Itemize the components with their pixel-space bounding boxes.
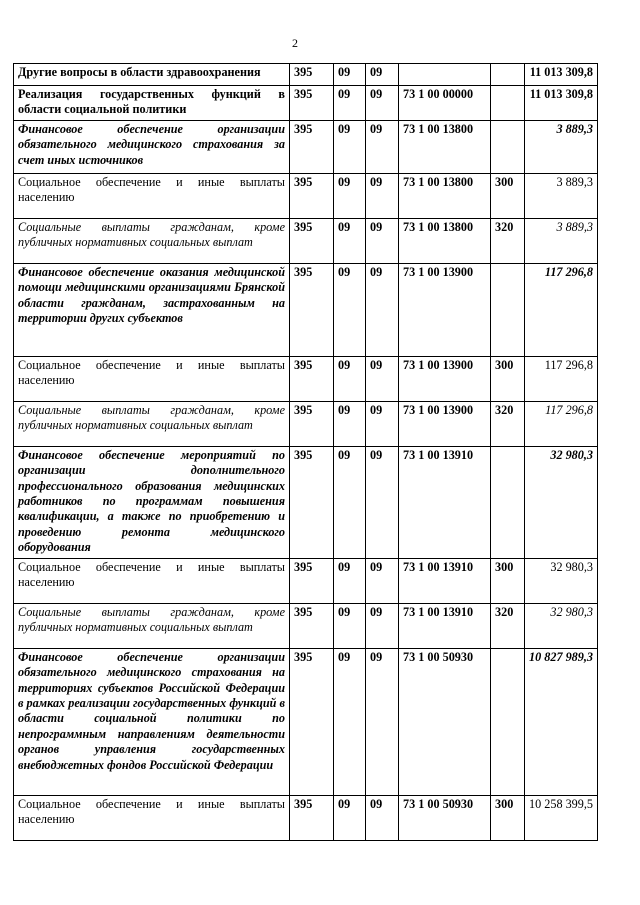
- subsection-code: 09: [366, 603, 399, 648]
- subsection-code: 09: [366, 356, 399, 401]
- section-code: 09: [334, 648, 366, 795]
- table-row: [14, 173, 598, 218]
- ministry-code: 395: [290, 603, 334, 648]
- section-code: 09: [334, 218, 366, 263]
- amount-value: 117 296,8: [525, 356, 598, 401]
- ministry-code: 395: [290, 263, 334, 356]
- expense-type-code: [491, 64, 525, 86]
- page-number: 2: [292, 36, 298, 50]
- row-description: Социальные выплаты гражданам, кроме публичных нормативных социальных выплат: [14, 603, 290, 648]
- row-description: Социальное обеспечение и иные выплаты населению: [14, 558, 290, 603]
- expense-type-code: 300: [491, 558, 525, 603]
- ministry-code: 395: [290, 64, 334, 86]
- section-code: 09: [334, 173, 366, 218]
- target-article-code: [399, 64, 491, 86]
- ministry-code: 395: [290, 558, 334, 603]
- expense-type-code: [491, 648, 525, 795]
- target-article-code: 73 1 00 00000: [399, 86, 491, 121]
- amount-value: 11 013 309,8: [525, 86, 598, 121]
- row-description: Реализация государственных функций в области социальной политики: [14, 86, 290, 121]
- ministry-code: 395: [290, 446, 334, 558]
- row-description: Другие вопросы в области здравоохранения: [14, 64, 290, 86]
- target-article-code: 73 1 00 13910: [399, 558, 491, 603]
- subsection-code: 09: [366, 558, 399, 603]
- target-article-code: 73 1 00 50930: [399, 795, 491, 840]
- target-article-code: 73 1 00 13800: [399, 218, 491, 263]
- target-article-code: 73 1 00 13900: [399, 356, 491, 401]
- section-code: 09: [334, 263, 366, 356]
- row-description: Социальное обеспечение и иные выплаты населению: [14, 173, 290, 218]
- ministry-code: 395: [290, 356, 334, 401]
- expense-type-code: 320: [491, 218, 525, 263]
- amount-value: 10 827 989,3: [525, 648, 598, 795]
- row-description: Социальное обеспечение и иные выплаты населению: [14, 356, 290, 401]
- table-row: [14, 603, 598, 648]
- amount-value: 11 013 309,8: [525, 64, 598, 86]
- table-row: [14, 86, 598, 121]
- ministry-code: 395: [290, 86, 334, 121]
- expense-type-code: 320: [491, 401, 525, 446]
- budget-table: [13, 63, 598, 841]
- table-row: [14, 401, 598, 446]
- expense-type-code: 320: [491, 603, 525, 648]
- table-row: [14, 64, 598, 86]
- expense-type-code: [491, 86, 525, 121]
- table-row: [14, 558, 598, 603]
- amount-value: 3 889,3: [525, 173, 598, 218]
- target-article-code: 73 1 00 13900: [399, 263, 491, 356]
- target-article-code: 73 1 00 13800: [399, 173, 491, 218]
- row-description: Социальные выплаты гражданам, кроме публичных нормативных социальных выплат: [14, 401, 290, 446]
- amount-value: 117 296,8: [525, 401, 598, 446]
- expense-type-code: 300: [491, 795, 525, 840]
- row-description: Финансовое обеспечение организации обязательного медицинского страхования за счет иных источников: [14, 120, 290, 173]
- subsection-code: 09: [366, 446, 399, 558]
- amount-value: 3 889,3: [525, 120, 598, 173]
- amount-value: 32 980,3: [525, 558, 598, 603]
- row-description: Социальные выплаты гражданам, кроме публичных нормативных социальных выплат: [14, 218, 290, 263]
- ministry-code: 395: [290, 401, 334, 446]
- ministry-code: 395: [290, 648, 334, 795]
- subsection-code: 09: [366, 64, 399, 86]
- section-code: 09: [334, 603, 366, 648]
- ministry-code: 395: [290, 120, 334, 173]
- amount-value: 3 889,3: [525, 218, 598, 263]
- ministry-code: 395: [290, 218, 334, 263]
- section-code: 09: [334, 64, 366, 86]
- table-row: [14, 795, 598, 840]
- ministry-code: 395: [290, 173, 334, 218]
- table-row: [14, 218, 598, 263]
- expense-type-code: 300: [491, 173, 525, 218]
- table-row: [14, 648, 598, 795]
- section-code: 09: [334, 120, 366, 173]
- amount-value: 10 258 399,5: [525, 795, 598, 840]
- section-code: 09: [334, 356, 366, 401]
- subsection-code: 09: [366, 263, 399, 356]
- target-article-code: 73 1 00 13910: [399, 603, 491, 648]
- expense-type-code: [491, 120, 525, 173]
- table-row: [14, 120, 598, 173]
- subsection-code: 09: [366, 218, 399, 263]
- amount-value: 32 980,3: [525, 603, 598, 648]
- expense-type-code: [491, 263, 525, 356]
- amount-value: 117 296,8: [525, 263, 598, 356]
- subsection-code: 09: [366, 86, 399, 121]
- row-description: Социальное обеспечение и иные выплаты населению: [14, 795, 290, 840]
- target-article-code: 73 1 00 13910: [399, 446, 491, 558]
- target-article-code: 73 1 00 50930: [399, 648, 491, 795]
- row-description: Финансовое обеспечение мероприятий по организации дополнительного профессионального образования медицинских работников по программам повышения квалификации, а также по приобретению и проведению ремонта медицинского оборудования: [14, 446, 290, 558]
- section-code: 09: [334, 795, 366, 840]
- subsection-code: 09: [366, 401, 399, 446]
- subsection-code: 09: [366, 795, 399, 840]
- section-code: 09: [334, 86, 366, 121]
- row-description: Финансовое обеспечение оказания медицинской помощи медицинскими организациями Брянской области гражданам, застрахованным на территории других субъектов: [14, 263, 290, 356]
- ministry-code: 395: [290, 795, 334, 840]
- target-article-code: 73 1 00 13800: [399, 120, 491, 173]
- amount-value: 32 980,3: [525, 446, 598, 558]
- section-code: 09: [334, 401, 366, 446]
- table-row: [14, 263, 598, 356]
- subsection-code: 09: [366, 173, 399, 218]
- table-row: [14, 356, 598, 401]
- row-description: Финансовое обеспечение организации обязательного медицинского страхования на территориях субъектов Российской Федерации в рамках реализации государственных функций в области социальной политики по непрограммным направлениям деятельности органов управления государственных внебюджетных фондов Российской Федерации: [14, 648, 290, 795]
- section-code: 09: [334, 558, 366, 603]
- expense-type-code: 300: [491, 356, 525, 401]
- section-code: 09: [334, 446, 366, 558]
- subsection-code: 09: [366, 648, 399, 795]
- expense-type-code: [491, 446, 525, 558]
- table-row: [14, 446, 598, 558]
- target-article-code: 73 1 00 13900: [399, 401, 491, 446]
- subsection-code: 09: [366, 120, 399, 173]
